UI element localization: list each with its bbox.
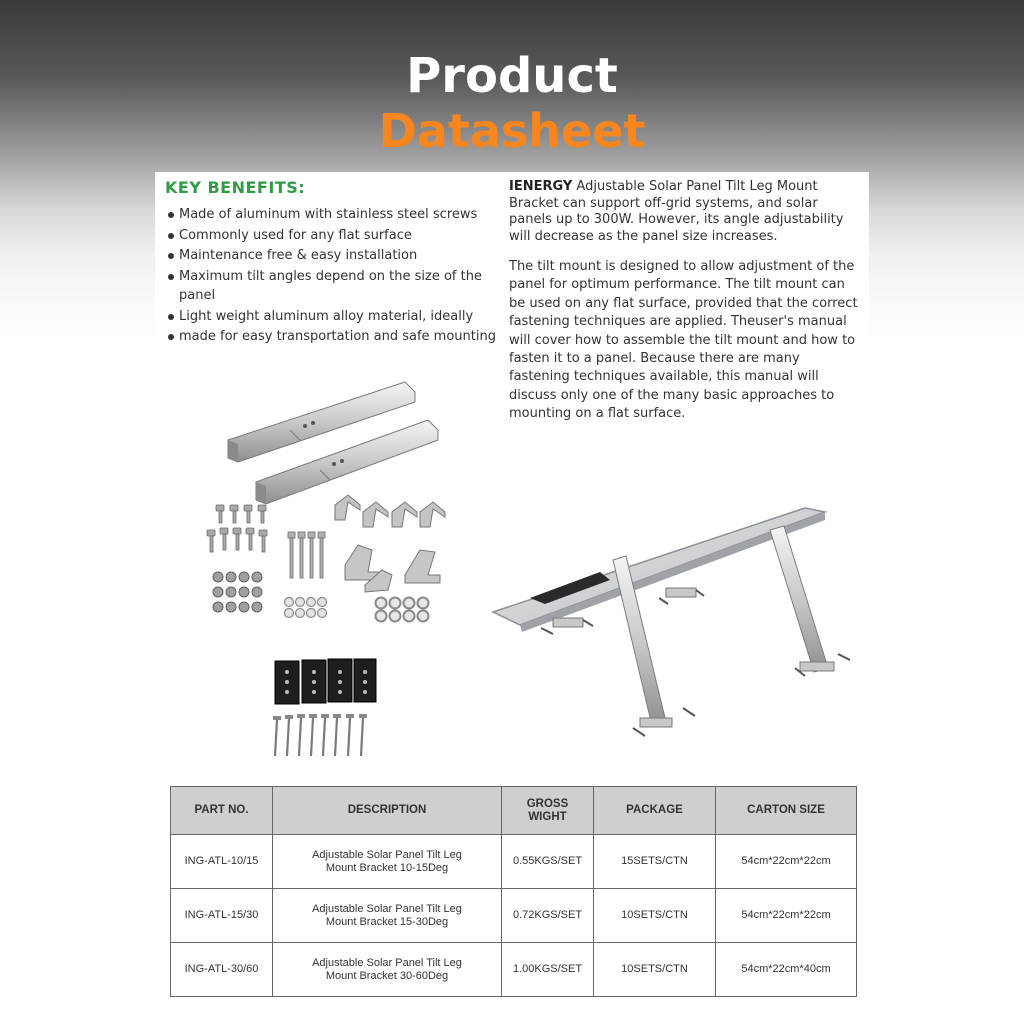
cell-part-no: ING-ATL-30/60 <box>171 943 273 997</box>
benefit-item: Maximum tilt angles depend on the size of the panel <box>166 267 496 306</box>
cell-carton-size: 54cm*22cm*22cm <box>716 835 857 889</box>
brand-name: IENERGY <box>509 179 573 194</box>
bolts-icon <box>207 505 267 552</box>
solar-panel-mount-icon <box>493 508 850 736</box>
col-header-gross-weight: GROSS WIGHT <box>502 787 594 835</box>
col-header-description: DESCRIPTION <box>273 787 502 835</box>
washers-icon <box>285 598 327 618</box>
benefit-item: Made of aluminum with stainless steel screws <box>166 205 496 225</box>
cell-package: 10SETS/CTN <box>594 943 716 997</box>
cell-carton-size: 54cm*22cm*40cm <box>716 943 857 997</box>
cell-package: 15SETS/CTN <box>594 835 716 889</box>
cell-description: Adjustable Solar Panel Tilt Leg Mount Bracket 10-15Deg <box>273 835 502 889</box>
table-row <box>171 835 857 889</box>
rubber-pads-icon <box>275 659 376 704</box>
cell-part-no: ING-ATL-10/15 <box>171 835 273 889</box>
screws-icon <box>273 714 367 756</box>
table-row <box>171 943 857 997</box>
benefit-item: made for easy transportation and safe mounting <box>166 327 496 347</box>
col-header-package: PACKAGE <box>594 787 716 835</box>
benefit-item: Light weight aluminum alloy material, ideally <box>166 307 496 327</box>
cell-gross-weight: 0.55KGS/SET <box>502 835 594 889</box>
cell-part-no: ING-ATL-15/30 <box>171 889 273 943</box>
nuts-icon <box>213 572 262 612</box>
benefit-item: Commonly used for any flat surface <box>166 226 496 246</box>
cell-gross-weight: 0.72KGS/SET <box>502 889 594 943</box>
l-brackets-icon <box>335 495 445 527</box>
description-paragraph: The tilt mount is designed to allow adjustment of the panel for optimum performance. The tilt mount can be used on any flat surface, provided that the correct fastening techniques are applied. Theuser's manual will cover how to assemble the tilt mount and how to fasten it to a panel. Because there are many fastening techniques available, this manual will discuss only one of the many basic approaches to mounting on a flat surface. <box>509 259 858 422</box>
long-bolts-icon <box>288 532 325 578</box>
cell-carton-size: 54cm*22cm*22cm <box>716 889 857 943</box>
intro-text: Adjustable Solar Panel Tilt Leg Mount Bracket can support off-grid systems, and solar panels up to 300W. However, its angle adjustability will decrease as the panel size increases. <box>509 179 844 244</box>
spec-table-header-row <box>171 787 857 835</box>
title-product: Product <box>406 48 618 104</box>
key-benefits-heading: KEY BENEFITS: <box>165 178 306 197</box>
table-row <box>171 889 857 943</box>
cell-description: Adjustable Solar Panel Tilt Leg Mount Bracket 30-60Deg <box>273 943 502 997</box>
cell-gross-weight: 1.00KGS/SET <box>502 943 594 997</box>
cell-package: 10SETS/CTN <box>594 889 716 943</box>
benefit-item: Maintenance free & easy installation <box>166 246 496 266</box>
large-washers-icon <box>376 598 429 622</box>
title-datasheet: Datasheet <box>378 104 646 158</box>
spec-table <box>170 786 857 997</box>
angle-brackets-icon <box>345 545 440 592</box>
col-header-part-no: PART NO. <box>171 787 273 835</box>
cell-description: Adjustable Solar Panel Tilt Leg Mount Bracket 15-30Deg <box>273 889 502 943</box>
col-header-carton-size: CARTON SIZE <box>716 787 857 835</box>
